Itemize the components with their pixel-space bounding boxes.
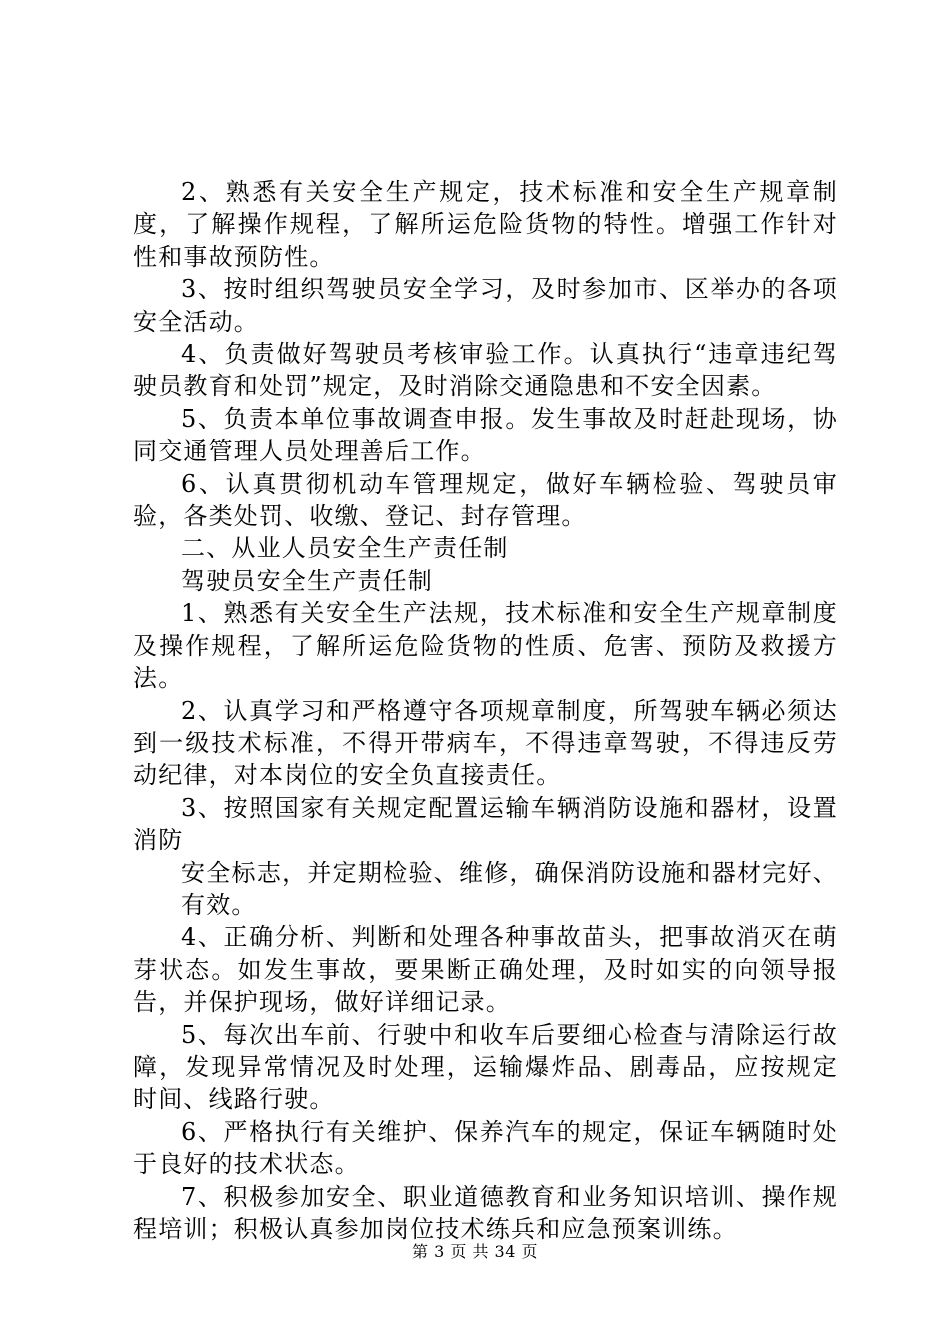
paragraph-driver-1: 1、熟悉有关安全生产法规，技术标准和安全生产规章制度及操作规程，了解所运危险货物的性质、危害、预防及救援方法。 <box>133 599 838 693</box>
paragraph-driver-2: 2、认真学习和严格遵守各项规章制度，所驾驶车辆必须达到一级技术标准，不得开带病车，不得违章驾驶，不得违反劳动纪律，对本岗位的安全负直接责任。 <box>133 696 838 790</box>
paragraph-item-2-familiarize: 2、熟悉有关安全生产规定，技术标准和安全生产规章制度，了解操作规程，了解所运危险货物的特性。增强工作针对性和事故预防性。 <box>133 178 838 271</box>
document-body <box>133 176 838 1245</box>
paragraph-item-4-review: 4、负责做好驾驶员考核审验工作。认真执行“违章违纪驾驶员教育和处罚”规定，及时消除交通隐患和不安全因素。 <box>133 340 838 401</box>
paragraph-driver-3: 3、按照国家有关规定配置运输车辆消防设施和器材，设置消防 <box>133 793 838 855</box>
paragraph-driver-7: 7、积极参加安全、职业道德教育和业务知识培训、操作规程培训；积极认真参加岗位技术练兵和应急预案训练。 <box>133 1182 838 1243</box>
paragraph-driver-6: 6、严格执行有关维护、保养汽车的规定，保证车辆随时处于良好的技术状态。 <box>133 1117 838 1179</box>
paragraph-driver-3-continued: 安全标志，并定期检验、维修，确保消防设施和器材完好、有效。 <box>181 858 838 919</box>
page-footer: 第 3 页 共 34 页 <box>412 1242 538 1261</box>
paragraph-item-3-study: 3、按时组织驾驶员安全学习，及时参加市、区举办的各项安全活动。 <box>133 275 838 336</box>
subsection-heading: 驾驶员安全生产责任制 <box>181 566 433 595</box>
paragraph-driver-4: 4、正确分析、判断和处理各种事故苗头，把事故消灭在萌芽状态。如发生事故，要果断正确处理，及时如实的向领导报告，并保护现场，做好详细记录。 <box>133 923 838 1017</box>
paragraph-item-5-accident: 5、负责本单位事故调查申报。发生事故及时赶赴现场，协同交通管理人员处理善后工作。 <box>133 404 838 466</box>
paragraph-driver-5: 5、每次出车前、行驶中和收车后要细心检查与清除运行故障，发现异常情况及时处理，运输爆炸品、剧毒品，应按规定时间、线路行驶。 <box>133 1020 838 1114</box>
section-heading: 二、从业人员安全生产责任制 <box>181 534 509 563</box>
paragraph-item-6-vehicle-management: 6、认真贯彻机动车管理规定，做好车辆检验、驾驶员审验，各类处罚、收缴、登记、封存管理。 <box>133 469 838 531</box>
